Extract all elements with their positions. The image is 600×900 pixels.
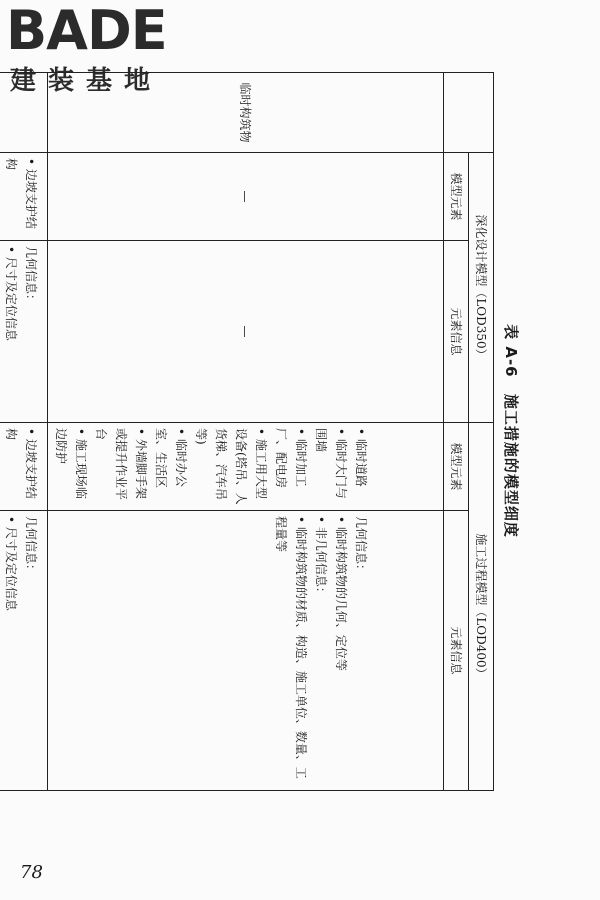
list-item: • 临时构筑物的材质、构造、施工单位、数量、工程量等 bbox=[271, 516, 311, 785]
list-item bbox=[0, 428, 1, 505]
list-item: • 临时构筑物的几何、定位等 bbox=[331, 516, 351, 785]
logo-subtitle: 建装基地 bbox=[10, 66, 163, 96]
list-item: • 尺寸及定位信息 bbox=[1, 246, 21, 417]
design-info-cell: — bbox=[48, 241, 444, 423]
design-model-cell bbox=[0, 153, 48, 241]
info-heading: 几何信息： bbox=[354, 516, 368, 577]
info-heading: • 非几何信息： bbox=[311, 516, 331, 785]
caption-number: 表 A-6 bbox=[502, 324, 520, 378]
col-header-model: 模型元素 bbox=[444, 153, 469, 241]
category-cell bbox=[0, 73, 48, 153]
list-item: • 施工用大型设备(塔吊、人货梯、汽车吊等) bbox=[191, 428, 271, 505]
group-header-construction: 施工过程模型（LOD400） bbox=[469, 423, 494, 791]
construction-info-cell bbox=[48, 511, 444, 791]
table-row bbox=[0, 73, 48, 791]
col-header-info: 元素信息 bbox=[444, 511, 469, 791]
info-heading: 几何信息： bbox=[24, 516, 38, 577]
detail-table bbox=[0, 72, 494, 791]
design-info-cell bbox=[0, 241, 48, 423]
list-item bbox=[0, 516, 1, 785]
design-model-cell: — bbox=[48, 153, 444, 241]
caption-title: 施工措施的模型细度 bbox=[502, 393, 520, 538]
category-cell: 临时构筑物 bbox=[48, 73, 444, 153]
list-item: • 尺寸及定位信息 bbox=[1, 516, 21, 785]
list-item: • 临时加工厂、配电房 bbox=[271, 428, 311, 505]
group-header-design: 深化设计模型（LOD350） bbox=[469, 153, 494, 423]
list-item: • 临时道路 bbox=[351, 428, 371, 505]
info-heading: 几何信息： bbox=[24, 246, 38, 307]
table-caption bbox=[501, 72, 522, 790]
page-number: 78 bbox=[20, 862, 43, 883]
list-item: • 外墙脚手架或提升作业平台 bbox=[91, 428, 151, 505]
logo-wordmark: BADE bbox=[6, 0, 167, 62]
construction-info-cell bbox=[0, 511, 48, 791]
list-item bbox=[0, 158, 1, 235]
list-item: • 边坡支护结构 bbox=[1, 158, 41, 235]
col-header-info: 元素信息 bbox=[444, 241, 469, 423]
corner-cell bbox=[444, 73, 494, 153]
list-item: • 临时办公室、生活区 bbox=[151, 428, 191, 505]
list-item: • 边坡支护结构 bbox=[1, 428, 41, 505]
construction-model-cell bbox=[0, 423, 48, 511]
col-header-model: 模型元素 bbox=[444, 423, 469, 511]
table-row bbox=[48, 73, 444, 791]
list-item: • 临时大门与围墙 bbox=[311, 428, 351, 505]
list-item: • 施工现场临边防护 bbox=[51, 428, 91, 505]
construction-model-cell bbox=[48, 423, 444, 511]
